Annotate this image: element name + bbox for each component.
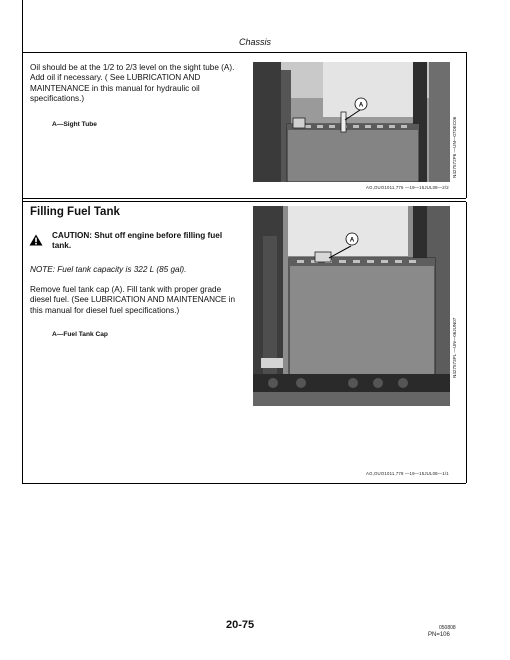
callout-label-a: A xyxy=(349,237,355,244)
warning-triangle-icon xyxy=(29,233,43,251)
text-line: Remove fuel tank cap (A). Fill tank with proper grade xyxy=(30,285,222,294)
fuel-fill-instructions xyxy=(30,285,235,316)
text-line: diesel fuel. (See LUBRICATION AND MAINTENANCE in xyxy=(30,295,236,305)
text-line: CAUTION: Shut off engine before filling fuel xyxy=(52,231,223,240)
caution-text xyxy=(52,231,222,252)
page-title: Filling Fuel Tank xyxy=(30,206,120,218)
block-divider-top xyxy=(22,198,466,199)
pn-number: PN=106 xyxy=(428,632,450,638)
left-margin-rule xyxy=(22,0,23,483)
fuel-cap-caption: A—Fuel Tank Cap xyxy=(52,331,108,338)
right-margin-rule-2 xyxy=(466,202,467,483)
callout-label-a: A xyxy=(358,102,364,109)
image-id-code: N427573PL —UN—06JUN07 xyxy=(452,317,457,378)
header-divider xyxy=(22,52,466,53)
sight-tube-instructions xyxy=(30,63,234,105)
text-line: tank. xyxy=(52,241,72,251)
date-code: 050808 xyxy=(439,625,456,631)
image-id-code: N427572P6 —UN—07DEC06 xyxy=(452,116,457,178)
bottom-rule xyxy=(22,483,466,484)
text-line: specifications.) xyxy=(30,94,85,104)
page-number: 20-75 xyxy=(226,619,255,631)
image-reference: AG,OUO1011,776 —19—15JUL08—2/2 xyxy=(366,185,449,190)
sight-tube-caption: A—Sight Tube xyxy=(52,121,97,128)
capacity-note: NOTE: Fuel tank capacity is 322 L (85 gal). xyxy=(30,265,187,274)
sight-tube-photo xyxy=(253,62,450,182)
text-line: Add oil if necessary. ( See LUBRICATION AND xyxy=(30,73,201,83)
block-divider-bottom xyxy=(22,201,466,202)
section-header: Chassis xyxy=(238,37,271,47)
image-reference: AG,OUO1011,778 —19—15JUL08—1/1 xyxy=(366,471,449,476)
fuel-tank-photo xyxy=(253,206,450,406)
text-line: MAINTENANCE in this manual for hydraulic oil xyxy=(30,83,200,93)
text-line: Oil should be at the 1/2 to 2/3 level on the sight tube (A). xyxy=(30,63,235,72)
right-margin-rule xyxy=(466,52,467,198)
text-line: this manual for diesel fuel specifications.) xyxy=(30,305,180,315)
